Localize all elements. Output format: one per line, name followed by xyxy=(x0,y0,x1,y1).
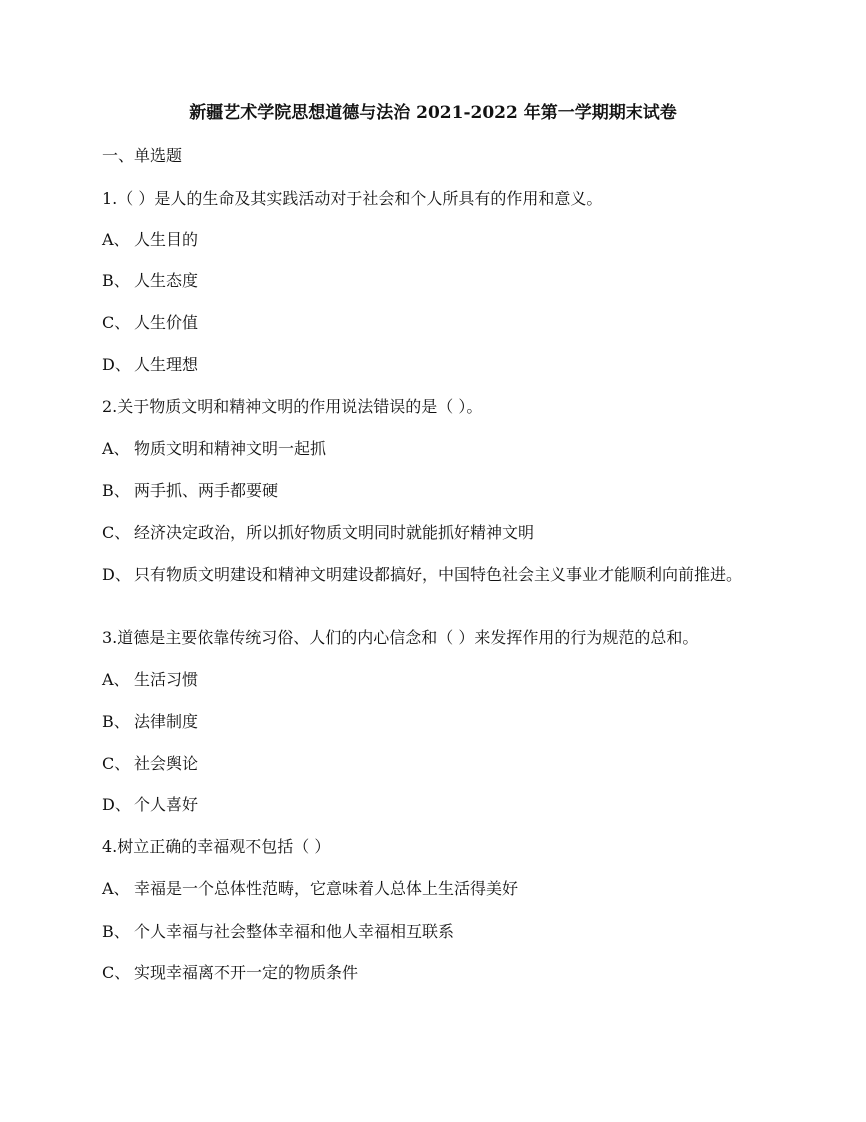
option-letter: A、 xyxy=(102,230,130,249)
question-4-option-a xyxy=(102,878,762,900)
question-1-option-b xyxy=(102,270,762,292)
question-4-option-b xyxy=(102,921,762,943)
question-4-option-c xyxy=(102,962,762,984)
option-letter: C、 xyxy=(102,754,131,773)
option-text: 人生目的 xyxy=(134,230,199,249)
option-letter: A、 xyxy=(102,439,130,458)
section-heading: 一、单选题 xyxy=(102,146,183,165)
option-text: 两手抓、两手都要硬 xyxy=(134,481,279,500)
option-letter: D、 xyxy=(102,795,131,814)
question-1-stem: 1.（ ）是人的生命及其实践活动对于社会和个人所具有的作用和意义。 xyxy=(102,189,603,208)
option-text: 实现幸福离不开一定的物质条件 xyxy=(134,963,359,982)
option-letter: B、 xyxy=(102,922,130,941)
option-text: 人生态度 xyxy=(134,271,199,290)
option-letter: B、 xyxy=(102,481,130,500)
question-3-option-c xyxy=(102,753,762,775)
exam-title: 新疆艺术学院思想道德与法治 2021-2022 年第一学期期末试卷 xyxy=(189,103,677,123)
question-2-stem: 2.关于物质文明和精神文明的作用说法错误的是（ ）。 xyxy=(102,397,483,416)
question-1-option-c xyxy=(102,312,762,334)
option-letter: B、 xyxy=(102,712,130,731)
question-1-option-d xyxy=(102,354,762,376)
option-letter: B、 xyxy=(102,271,130,290)
option-letter: C、 xyxy=(102,523,131,542)
question-3-option-d xyxy=(102,794,762,816)
question-2-option-b xyxy=(102,480,762,502)
option-letter: C、 xyxy=(102,313,131,332)
question-2-option-d xyxy=(102,565,752,585)
question-4-stem: 4.树立正确的幸福观不包括（ ） xyxy=(102,837,331,856)
option-text: 只有物质文明建设和精神文明建设都搞好，中国特色社会主义事业才能顺利向前推进。 xyxy=(134,565,743,584)
option-text: 个人喜好 xyxy=(134,795,199,814)
question-3-option-a xyxy=(102,669,762,691)
option-text: 人生理想 xyxy=(134,355,199,374)
question-2-option-a xyxy=(102,438,762,460)
option-letter: C、 xyxy=(102,963,131,982)
option-letter: A、 xyxy=(102,879,130,898)
question-2-option-c xyxy=(102,522,762,544)
option-text: 法律制度 xyxy=(134,712,199,731)
option-text: 个人幸福与社会整体幸福和他人幸福相互联系 xyxy=(134,922,455,941)
option-text: 经济决定政治，所以抓好物质文明同时就能抓好精神文明 xyxy=(134,523,535,542)
option-letter: D、 xyxy=(102,565,131,584)
option-text: 幸福是一个总体性范畴，它意味着人总体上生活得美好 xyxy=(134,879,519,898)
option-text: 物质文明和精神文明一起抓 xyxy=(134,439,327,458)
option-letter: D、 xyxy=(102,355,131,374)
option-letter: A、 xyxy=(102,670,130,689)
question-1-option-a xyxy=(102,229,762,251)
option-text: 人生价值 xyxy=(134,313,199,332)
option-text: 社会舆论 xyxy=(134,754,199,773)
question-3-option-b xyxy=(102,711,762,733)
option-text: 生活习惯 xyxy=(134,670,199,689)
question-3-stem: 3.道德是主要依靠传统习俗、人们的内心信念和（ ）来发挥作用的行为规范的总和。 xyxy=(102,628,699,647)
